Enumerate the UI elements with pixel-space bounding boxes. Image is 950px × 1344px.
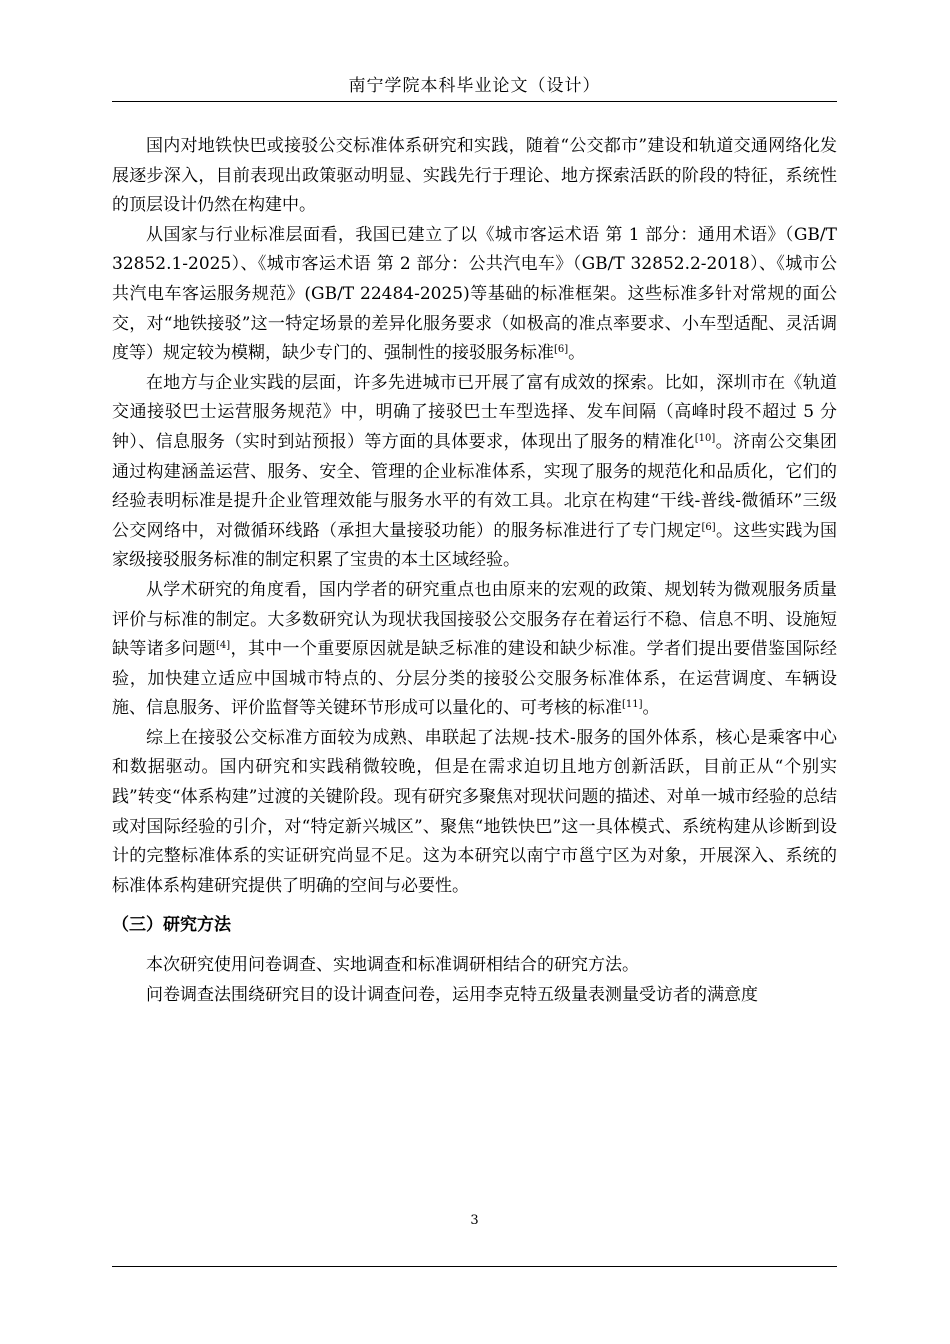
paragraph-methods-intro: 本次研究使用问卷调查、实地调查和标准调研相结合的研究方法。 bbox=[146, 955, 639, 976]
footer-divider bbox=[112, 1266, 837, 1267]
paragraph-questionnaire: 问卷调查法围绕研究目的设计调查问卷，运用李克特五级量表测量受访者的满意度 bbox=[146, 984, 758, 1005]
citation: [11] bbox=[622, 699, 643, 711]
body-text bbox=[112, 132, 837, 1010]
header-divider bbox=[112, 101, 837, 102]
paragraph-national-standards: 从国家与行业标准层面看，我国已建立了以《城市客运术语 第 1 部分：通用术语》（GB/T 32852.1-2025）、《城市客运术语 第 2 部分：公共汽电车》（GB/T 32852.2-2018）、《城市公共汽电车客运服务规范》(GB/T 22484-2025)等基础的标准框架。这些标准多针对常规的面公交，对“地铁接驳”这一特定场景的差异化服务要求（如极高的准点率要求、小车型适配、灵活调度等）规定较为模糊，缺少专门的、强制性的接驳服务标准[6]。 bbox=[112, 224, 837, 364]
paragraph-academic-research: 从学术研究的角度看，国内学者的研究重点也由原来的宏观的政策、规划转为微观服务质量评价与标准的制定。大多数研究认为现状我国接驳公交服务存在着运行不稳、信息不明、设施短缺等诸多问题[4]，其中一个重要原因就是缺乏标准的建设和缺少标准。学者们提出要借鉴国际经验，加快建立适应中国城市特点的、分层分类的接驳公交服务标准体系，在运营调度、车辆设施、信息服务、评价监督等关键环节形成可以量化的、可考核的标准[11]。 bbox=[112, 579, 838, 719]
page-number: 3 bbox=[470, 1213, 479, 1228]
page-header: 南宁学院本科毕业论文（设计） bbox=[348, 76, 601, 96]
citation: [4] bbox=[216, 640, 231, 652]
paragraph-summary: 综上在接驳公交标准方面较为成熟、串联起了法规-技术-服务的国外体系，核心是乘客中心和数据驱动。国内研究和实践稍微较晚，但是在需求迫切且地方创新活跃，目前正从“个别实践”转变“体系构建”过渡的关键阶段。现有研究多聚焦对现状问题的描述、对单一城市经验的总结或对国际经验的引介，对“特定新兴城区”、聚焦“地铁快巴”这一具体模式、系统构建从诊断到设计的完整标准体系的实证研究尚显不足。这为本研究以南宁市邕宁区为对象，开展深入、系统的标准体系构建研究提供了明确的空间与必要性。 bbox=[112, 727, 837, 896]
citation: [10] bbox=[694, 432, 716, 444]
paragraph-domestic-overview: 国内对地铁快巴或接驳公交标准体系研究和实践，随着“公交都市”建设和轨道交通网络化发展逐步深入，目前表现出政策驱动明显、实践先行于理论、地方探索活跃的阶段的特征，系统性的顶层设计仍然在构建中。 bbox=[112, 136, 837, 216]
paragraph-local-practice: 在地方与企业实践的层面，许多先进城市已开展了富有成效的探索。比如，深圳市在《轨道交通接驳巴士运营服务规范》中，明确了接驳巴士车型选择、发车间隔（高峰时段不超过 5 分钟）、信息服务（实时到站预报）等方面的具体要求，体现出了服务的精准化[10]。济南公交集团通过构建涵盖运营、服务、安全、管理的企业标准体系，实现了服务的规范化和品质化，它们的经验表明标准是提升企业管理效能与服务水平的有效工具。北京在构建“干线-普线-微循环”三级公交网络中，对微循环线路（承担大量接驳功能）的服务标准进行了专门规定[6]。这些实践为国家级接驳服务标准的制定积累了宝贵的本土区域经验。 bbox=[112, 372, 838, 571]
citation: [6] bbox=[701, 521, 716, 533]
citation: [6] bbox=[554, 344, 569, 356]
section-heading: （三）研究方法 bbox=[112, 915, 231, 936]
